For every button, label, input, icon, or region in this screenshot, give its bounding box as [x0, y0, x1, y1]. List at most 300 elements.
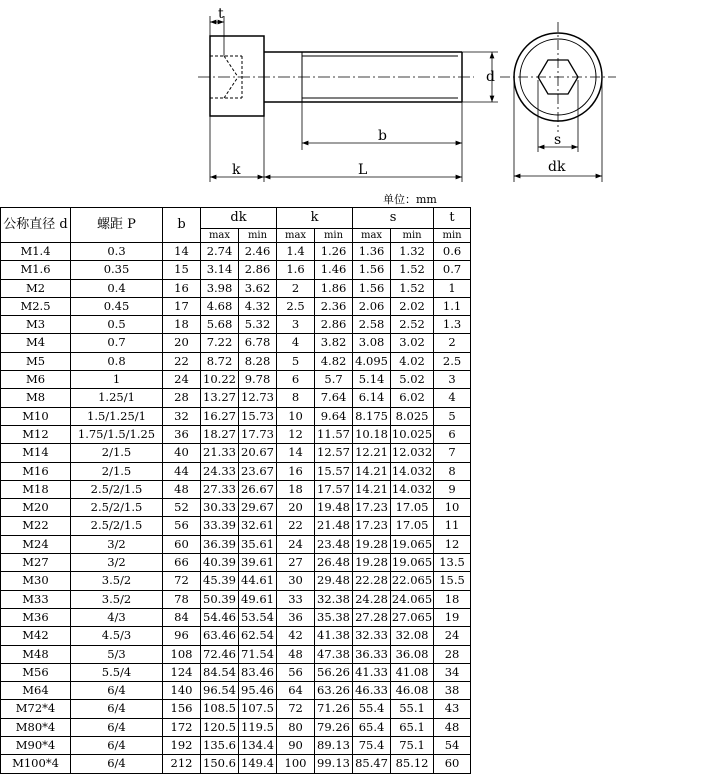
table-cell: 1.26	[315, 243, 353, 261]
table-cell: 36.08	[391, 645, 434, 663]
size-cell: M8	[1, 389, 71, 407]
table-cell: 56.26	[315, 663, 353, 681]
table-cell: 100	[277, 755, 315, 773]
table-cell: 12.73	[239, 389, 277, 407]
subheader-k-max: max	[277, 229, 315, 243]
table-row	[1, 297, 471, 315]
table-cell: 2	[277, 279, 315, 297]
table-cell: 2	[434, 334, 471, 352]
table-cell: 64	[277, 682, 315, 700]
subheader-k-min: min	[315, 229, 353, 243]
table-cell: 124	[163, 663, 201, 681]
table-cell: 9.78	[239, 371, 277, 389]
table-cell: 24	[434, 627, 471, 645]
table-cell: 1.4	[277, 243, 315, 261]
table-cell: 13.27	[201, 389, 239, 407]
table-cell: 149.4	[239, 755, 277, 773]
table-cell: 45.39	[201, 572, 239, 590]
table-cell: 2.86	[315, 316, 353, 334]
table-cell: 75.1	[391, 737, 434, 755]
table-cell: 6	[277, 371, 315, 389]
table-cell: 6.14	[353, 389, 391, 407]
table-cell: 85.47	[353, 755, 391, 773]
size-cell: M56	[1, 663, 71, 681]
table-cell: 35.61	[239, 535, 277, 553]
subheader-dk-min: min	[239, 229, 277, 243]
table-cell: 18	[163, 316, 201, 334]
table-cell: 53.54	[239, 608, 277, 626]
table-cell: 96	[163, 627, 201, 645]
screw-head-outline	[210, 36, 264, 116]
table-cell: 24.33	[201, 462, 239, 480]
table-cell: 3.82	[315, 334, 353, 352]
table-cell: 46.33	[353, 682, 391, 700]
table-cell: 3.5/2	[71, 590, 163, 608]
table-cell: 6/4	[71, 700, 163, 718]
table-cell: 1.56	[353, 279, 391, 297]
size-cell: M80*4	[1, 718, 71, 736]
table-cell: 19.065	[391, 554, 434, 572]
table-cell: 40	[163, 444, 201, 462]
subheader-dk-max: max	[201, 229, 239, 243]
table-cell: 72	[163, 572, 201, 590]
table-cell: 48	[434, 718, 471, 736]
table-cell: 3.14	[201, 261, 239, 279]
table-row	[1, 425, 471, 443]
table-cell: 107.5	[239, 700, 277, 718]
table-cell: 89.13	[315, 737, 353, 755]
table-cell: 52	[163, 499, 201, 517]
table-cell: 1.5/1.25/1	[71, 407, 163, 425]
table-cell: 23.67	[239, 462, 277, 480]
table-cell: 1.52	[391, 261, 434, 279]
table-cell: 19	[434, 608, 471, 626]
table-row	[1, 371, 471, 389]
size-cell: M20	[1, 499, 71, 517]
table-cell: 47.38	[315, 645, 353, 663]
header-b: b	[163, 208, 201, 243]
table-cell: 24	[163, 371, 201, 389]
table-cell: 99.13	[315, 755, 353, 773]
table-cell: 14.21	[353, 462, 391, 480]
table-cell: 55.4	[353, 700, 391, 718]
table-cell: 14.21	[353, 480, 391, 498]
table-cell: 4.02	[391, 352, 434, 370]
dim-label-dk: dk	[548, 159, 566, 175]
table-cell: 1.52	[391, 279, 434, 297]
table-cell: 41.33	[353, 663, 391, 681]
table-cell: 44	[163, 462, 201, 480]
size-cell: M27	[1, 554, 71, 572]
table-cell: 56	[277, 663, 315, 681]
table-cell: 42	[277, 627, 315, 645]
table-cell: 0.6	[434, 243, 471, 261]
table-cell: 3/2	[71, 554, 163, 572]
dim-label-s: s	[554, 132, 562, 148]
table-cell: 17.57	[315, 480, 353, 498]
table-row	[1, 261, 471, 279]
table-cell: 1.6	[277, 261, 315, 279]
table-cell: 85.12	[391, 755, 434, 773]
table-cell: 20	[163, 334, 201, 352]
table-cell: 5	[277, 352, 315, 370]
table-cell: 10	[277, 407, 315, 425]
table-cell: 9	[434, 480, 471, 498]
header-k: k	[277, 208, 353, 229]
size-cell: M24	[1, 535, 71, 553]
table-cell: 23.48	[315, 535, 353, 553]
table-cell: 15	[163, 261, 201, 279]
table-cell: 24	[277, 535, 315, 553]
table-cell: 4	[277, 334, 315, 352]
table-cell: 6/4	[71, 737, 163, 755]
table-cell: 2.46	[239, 243, 277, 261]
table-cell: 66	[163, 554, 201, 572]
table-cell: 1.3	[434, 316, 471, 334]
table-cell: 55.1	[391, 700, 434, 718]
table-cell: 9.64	[315, 407, 353, 425]
table-cell: 17.23	[353, 499, 391, 517]
size-cell: M6	[1, 371, 71, 389]
table-cell: 30	[277, 572, 315, 590]
table-row	[1, 316, 471, 334]
size-cell: M33	[1, 590, 71, 608]
table-cell: 24.065	[391, 590, 434, 608]
table-cell: 28	[163, 389, 201, 407]
table-cell: 46.08	[391, 682, 434, 700]
table-cell: 21.48	[315, 517, 353, 535]
table-cell: 41.38	[315, 627, 353, 645]
table-cell: 135.6	[201, 737, 239, 755]
table-row	[1, 627, 471, 645]
table-cell: 12.032	[391, 444, 434, 462]
size-cell: M5	[1, 352, 71, 370]
table-cell: 26.48	[315, 554, 353, 572]
table-cell: 72.46	[201, 645, 239, 663]
table-cell: 8	[277, 389, 315, 407]
table-cell: 22.28	[353, 572, 391, 590]
table-row	[1, 608, 471, 626]
table-row	[1, 243, 471, 261]
table-cell: 19.48	[315, 499, 353, 517]
size-cell: M64	[1, 682, 71, 700]
table-cell: 0.4	[71, 279, 163, 297]
table-cell: 10	[434, 499, 471, 517]
table-cell: 4	[434, 389, 471, 407]
table-row	[1, 480, 471, 498]
table-cell: 172	[163, 718, 201, 736]
table-row	[1, 535, 471, 553]
table-cell: 7.22	[201, 334, 239, 352]
table-cell: 17.73	[239, 425, 277, 443]
table-cell: 10.18	[353, 425, 391, 443]
table-cell: 18.27	[201, 425, 239, 443]
table-cell: 28	[434, 645, 471, 663]
size-cell: M22	[1, 517, 71, 535]
table-cell: 10.22	[201, 371, 239, 389]
table-cell: 10.025	[391, 425, 434, 443]
table-cell: 15.73	[239, 407, 277, 425]
table-cell: 5/3	[71, 645, 163, 663]
subheader-s-max: max	[353, 229, 391, 243]
table-cell: 19.28	[353, 554, 391, 572]
size-cell: M48	[1, 645, 71, 663]
table-cell: 65.1	[391, 718, 434, 736]
table-cell: 2/1.5	[71, 462, 163, 480]
table-cell: 65.4	[353, 718, 391, 736]
table-cell: 56	[163, 517, 201, 535]
table-cell: 80	[277, 718, 315, 736]
table-cell: 3.62	[239, 279, 277, 297]
table-cell: 5	[434, 407, 471, 425]
table-cell: 63.26	[315, 682, 353, 700]
table-cell: 12	[277, 425, 315, 443]
size-cell: M18	[1, 480, 71, 498]
table-row	[1, 462, 471, 480]
size-cell: M1.6	[1, 261, 71, 279]
table-cell: 212	[163, 755, 201, 773]
size-cell: M72*4	[1, 700, 71, 718]
unit-label: 单位：mm	[383, 193, 437, 206]
table-cell: 54.46	[201, 608, 239, 626]
table-cell: 83.46	[239, 663, 277, 681]
dim-label-b: b	[378, 128, 387, 144]
size-cell: M16	[1, 462, 71, 480]
table-cell: 119.5	[239, 718, 277, 736]
table-cell: 5.14	[353, 371, 391, 389]
size-cell: M12	[1, 425, 71, 443]
table-row	[1, 352, 471, 370]
table-cell: 12	[434, 535, 471, 553]
table-cell: 50.39	[201, 590, 239, 608]
table-cell: 3.5/2	[71, 572, 163, 590]
table-cell: 4.095	[353, 352, 391, 370]
table-row	[1, 718, 471, 736]
table-cell: 96.54	[201, 682, 239, 700]
table-cell: 5.7	[315, 371, 353, 389]
table-cell: 3	[277, 316, 315, 334]
table-cell: 2.52	[391, 316, 434, 334]
table-cell: 2.5/2/1.5	[71, 480, 163, 498]
size-cell: M3	[1, 316, 71, 334]
table-cell: 2.74	[201, 243, 239, 261]
table-cell: 4.32	[239, 297, 277, 315]
table-cell: 2.02	[391, 297, 434, 315]
table-cell: 29.48	[315, 572, 353, 590]
table-cell: 2.58	[353, 316, 391, 334]
table-cell: 20.67	[239, 444, 277, 462]
table-cell: 39.61	[239, 554, 277, 572]
table-cell: 14.032	[391, 462, 434, 480]
table-row	[1, 737, 471, 755]
table-row	[1, 407, 471, 425]
table-cell: 1.36	[353, 243, 391, 261]
table-cell: 108.5	[201, 700, 239, 718]
table-cell: 0.5	[71, 316, 163, 334]
table-cell: 3.98	[201, 279, 239, 297]
table-row	[1, 645, 471, 663]
table-cell: 19.065	[391, 535, 434, 553]
table-cell: 16.27	[201, 407, 239, 425]
size-cell: M42	[1, 627, 71, 645]
table-cell: 8	[434, 462, 471, 480]
table-cell: 3.08	[353, 334, 391, 352]
table-cell: 1.86	[315, 279, 353, 297]
table-cell: 12.57	[315, 444, 353, 462]
table-cell: 36.39	[201, 535, 239, 553]
table-cell: 54	[434, 737, 471, 755]
table-cell: 22.065	[391, 572, 434, 590]
size-cell: M1.4	[1, 243, 71, 261]
screw-drawing	[0, 0, 704, 190]
table-cell: 6/4	[71, 682, 163, 700]
table-row	[1, 663, 471, 681]
table-cell: 43	[434, 700, 471, 718]
table-cell: 60	[434, 755, 471, 773]
table-cell: 120.5	[201, 718, 239, 736]
table-cell: 5.68	[201, 316, 239, 334]
subheader-s-min: min	[391, 229, 434, 243]
table-cell: 16	[163, 279, 201, 297]
table-cell: 1.75/1.5/1.25	[71, 425, 163, 443]
header-s: s	[353, 208, 434, 229]
table-cell: 84	[163, 608, 201, 626]
table-row	[1, 279, 471, 297]
table-cell: 75.4	[353, 737, 391, 755]
table-cell: 4.5/3	[71, 627, 163, 645]
table-cell: 13.5	[434, 554, 471, 572]
table-cell: 14	[277, 444, 315, 462]
table-cell: 2.5/2/1.5	[71, 517, 163, 535]
header-t: t	[434, 208, 471, 229]
table-row	[1, 389, 471, 407]
table-cell: 108	[163, 645, 201, 663]
table-cell: 8.72	[201, 352, 239, 370]
table-cell: 44.61	[239, 572, 277, 590]
table-cell: 8.28	[239, 352, 277, 370]
table-cell: 26.67	[239, 480, 277, 498]
table-cell: 90	[277, 737, 315, 755]
table-cell: 0.45	[71, 297, 163, 315]
table-cell: 5.5/4	[71, 663, 163, 681]
table-cell: 72	[277, 700, 315, 718]
table-cell: 2.86	[239, 261, 277, 279]
table-cell: 32.08	[391, 627, 434, 645]
table-cell: 48	[277, 645, 315, 663]
table-cell: 6	[434, 425, 471, 443]
table-cell: 1.46	[315, 261, 353, 279]
table-cell: 6.78	[239, 334, 277, 352]
table-cell: 41.08	[391, 663, 434, 681]
dim-label-t: t	[218, 6, 224, 22]
table-cell: 1.25/1	[71, 389, 163, 407]
table-cell: 22	[277, 517, 315, 535]
table-cell: 150.6	[201, 755, 239, 773]
table-cell: 192	[163, 737, 201, 755]
table-cell: 6/4	[71, 755, 163, 773]
table-cell: 27.28	[353, 608, 391, 626]
table-cell: 48	[163, 480, 201, 498]
table-cell: 32.33	[353, 627, 391, 645]
spec-table-body	[1, 243, 471, 774]
dim-label-L: L	[358, 162, 368, 178]
table-cell: 2.06	[353, 297, 391, 315]
size-cell: M30	[1, 572, 71, 590]
table-cell: 17.05	[391, 499, 434, 517]
table-cell: 4.68	[201, 297, 239, 315]
table-cell: 7	[434, 444, 471, 462]
header-pitch: 螺距 P	[71, 208, 163, 243]
table-cell: 2/1.5	[71, 444, 163, 462]
size-cell: M14	[1, 444, 71, 462]
table-cell: 0.7	[434, 261, 471, 279]
table-cell: 62.54	[239, 627, 277, 645]
table-cell: 0.8	[71, 352, 163, 370]
header-dk: dk	[201, 208, 277, 229]
table-cell: 0.35	[71, 261, 163, 279]
table-cell: 18	[434, 590, 471, 608]
table-cell: 71.26	[315, 700, 353, 718]
table-cell: 11.57	[315, 425, 353, 443]
table-cell: 27	[277, 554, 315, 572]
size-cell: M2.5	[1, 297, 71, 315]
table-cell: 17.05	[391, 517, 434, 535]
table-cell: 134.4	[239, 737, 277, 755]
table-cell: 95.46	[239, 682, 277, 700]
table-row	[1, 590, 471, 608]
table-cell: 3	[434, 371, 471, 389]
table-cell: 6.02	[391, 389, 434, 407]
table-row	[1, 334, 471, 352]
table-cell: 1.56	[353, 261, 391, 279]
table-cell: 16	[277, 462, 315, 480]
table-row	[1, 700, 471, 718]
table-cell: 4/3	[71, 608, 163, 626]
table-cell: 33	[277, 590, 315, 608]
table-cell: 5.02	[391, 371, 434, 389]
size-cell: M90*4	[1, 737, 71, 755]
table-cell: 30.33	[201, 499, 239, 517]
table-cell: 14	[163, 243, 201, 261]
table-cell: 2.36	[315, 297, 353, 315]
table-cell: 3.02	[391, 334, 434, 352]
size-cell: M36	[1, 608, 71, 626]
table-cell: 4.82	[315, 352, 353, 370]
table-cell: 36	[277, 608, 315, 626]
table-cell: 35.38	[315, 608, 353, 626]
spec-table	[0, 207, 471, 774]
dim-label-d: d	[486, 69, 495, 85]
table-cell: 156	[163, 700, 201, 718]
size-cell: M100*4	[1, 755, 71, 773]
table-cell: 34	[434, 663, 471, 681]
table-cell: 1	[434, 279, 471, 297]
table-cell: 8.175	[353, 407, 391, 425]
table-cell: 17	[163, 297, 201, 315]
table-row	[1, 755, 471, 773]
table-cell: 20	[277, 499, 315, 517]
table-cell: 7.64	[315, 389, 353, 407]
table-cell: 18	[277, 480, 315, 498]
table-cell: 79.26	[315, 718, 353, 736]
dim-label-k: k	[232, 162, 241, 178]
table-cell: 14.032	[391, 480, 434, 498]
table-row	[1, 499, 471, 517]
table-cell: 15.57	[315, 462, 353, 480]
table-row	[1, 682, 471, 700]
table-cell: 27.33	[201, 480, 239, 498]
table-cell: 19.28	[353, 535, 391, 553]
